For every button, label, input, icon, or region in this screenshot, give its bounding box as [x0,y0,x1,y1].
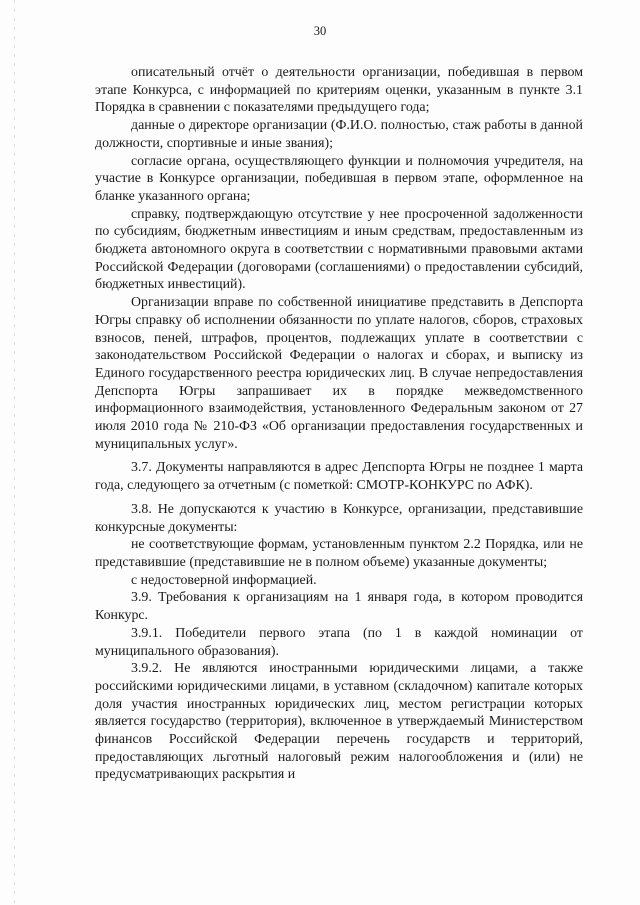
document-body [95,64,583,784]
page-number: 30 [313,24,327,38]
paragraph-3-9: 3.9. Требования к организациям на 1 января года, в котором проводится Конкурс. [95,590,583,624]
scan-edge-marks [14,0,15,905]
paragraph-founder-consent: согласие органа, осуществляющего функции и полномочия учредителя, на участие в Конкурсе организации, победившая в первом этапе, оформленное на бланке указанного органа; [95,153,583,204]
paragraph-debt-certificate: справку, подтверждающую отсутствие у нее просроченной задолженности по субсидиям, бюджетным инвестициям и иным средствам, предоставленным из бюджета автономного округа в соответствии с нормативными правовыми актами Российской Федерации (договорами (соглашениями) о предоставлении субсидий, бюджетных инвестиций). [95,206,583,293]
paragraph-3-7: 3.7. Документы направляются в адрес Депспорта Югры не позднее 1 марта года, следующего за отчетным (с пометкой: СМОТР-КОНКУРС по АФК). [95,460,583,494]
paragraph-non-compliant-forms: не соответствующие формам, установленным пунктом 2.2 Порядка, или не представившие (представившие не в полном объеме) указанные документы; [95,537,583,570]
paragraph-report-description: описательный отчёт о деятельности организации, победившая в первом этапе Конкурса, с информацией по критериям оценки, указанным в пункте 3.1 Порядка в сравнении с показателями предыдущего года; [95,65,583,116]
paragraph-director-data: данные о директоре организации (Ф.И.О. полностью, стаж работы в данной должности, спортивные и иные звания); [95,118,583,151]
paragraph-3-9-1: 3.9.1. Победители первого этапа (по 1 в каждой номинации от муниципального образования). [95,625,583,659]
paragraph-3-9-2: 3.9.2. Не являются иностранными юридическими лицами, а также российскими юридическими лицами, в уставном (складочном) капитале которых доля участия иностранных юридических лиц, местом регистрации которых является государство (территория), включенное в утверждаемый Министерством финансов Российской Федерации перечень государств и территорий, предоставляющих льготный налоговый режим налогообложения и (или) не предусматривающих раскрытия и [95,661,583,783]
paragraph-own-initiative: Организации вправе по собственной инициативе представить в Депспорта Югры справку об исполнении обязанности по уплате налогов, сборов, страховых взносов, пеней, штрафов, процентов, подлежащих уплате в соответствии с законодательством Российской Федерации о налогах и сборах, и выписку из Единого государственного реестра юридических лиц. В случае непредоставления Депспорта Югры запрашивает их в порядке межведомственного информационного взаимодействия, установленного Федеральным законом от 27 июля 2010 года № 210-ФЗ «Об организации предоставления государственных и муниципальных услуг». [95,295,583,452]
paragraph-false-information: с недостоверной информацией. [131,572,317,588]
paragraph-3-8: 3.8. Не допускаются к участию в Конкурсе, организации, представившие конкурсные документы: [95,501,583,535]
